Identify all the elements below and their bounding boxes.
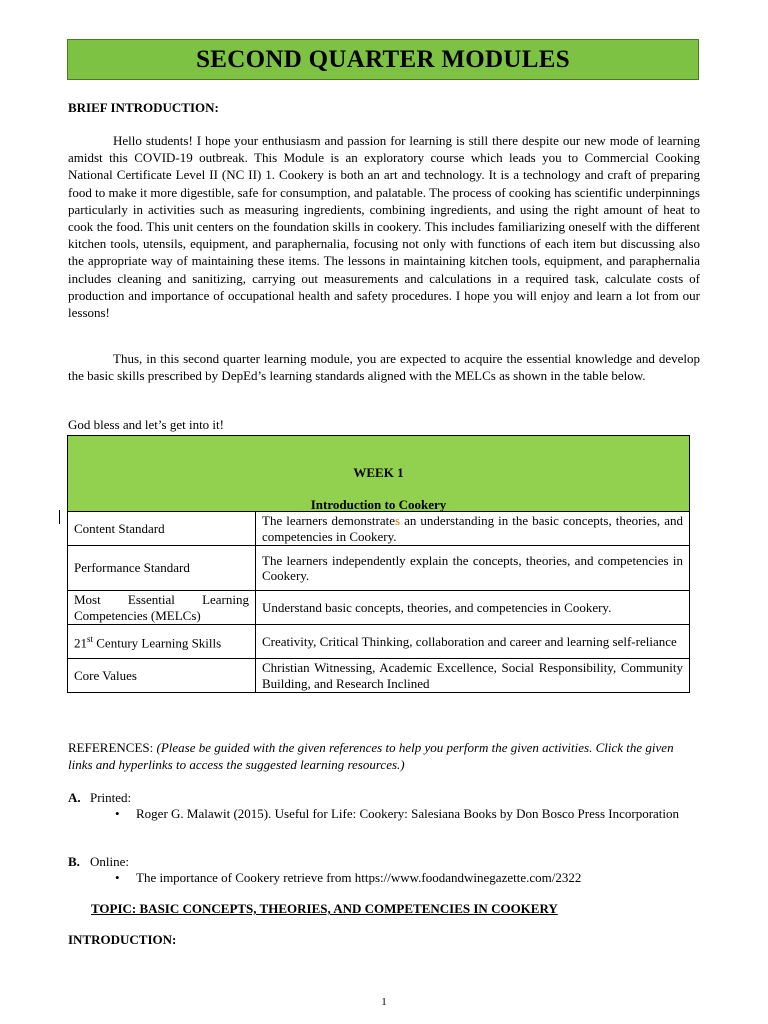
second-paragraph: Thus, in this second quarter learning module, you are expected to acquire the essential knowledge and develop the basic skills prescribed by DepEd’s learning standards aligned with the MELCs as shown in the table below. xyxy=(68,351,700,384)
online-label: Online: xyxy=(90,854,129,869)
row-value: The learners demonstrates an understanding in the basic concepts, theories, and competencies in Cookery. xyxy=(256,512,690,546)
row-label: Core Values xyxy=(68,659,256,693)
highlighted-letter: s xyxy=(395,513,401,528)
week-title: WEEK 1 xyxy=(353,465,404,480)
references-block xyxy=(68,739,688,773)
row-label: 21st Century Learning Skills xyxy=(68,625,256,659)
page-title: SECOND QUARTER MODULES xyxy=(196,45,570,73)
row-value: The learners independently explain the concepts, theories, and competencies in Cookery. xyxy=(256,546,690,591)
references-label: REFERENCES: xyxy=(68,740,154,755)
bullet-icon: • xyxy=(115,806,120,821)
table-row xyxy=(68,546,690,591)
text-cursor xyxy=(59,510,60,524)
printed-reference: Roger G. Malawit (2015). Useful for Life: Cookery: Salesiana Books by Don Bosco Press Incorporation xyxy=(136,806,680,821)
references-note: (Please be guided with the given references to help you perform the given activities. Click the given links and hyperlinks to access the suggested learning resources.) xyxy=(68,740,674,772)
page-number: 1 xyxy=(381,996,387,1008)
online-marker: B. xyxy=(68,854,80,869)
topic-heading: TOPIC: BASIC CONCEPTS, THEORIES, AND COMPETENCIES IN COOKERY xyxy=(91,901,558,916)
week-subtitle: Introduction to Cookery xyxy=(310,497,447,512)
table-row xyxy=(68,591,690,625)
row-value: Christian Witnessing, Academic Excellence, Social Responsibility, Community Building, and Research Inclined xyxy=(256,659,690,693)
title-banner xyxy=(67,39,699,80)
row-value: Creativity, Critical Thinking, collaboration and career and learning self-reliance xyxy=(256,625,690,659)
introduction-heading: INTRODUCTION: xyxy=(68,932,177,947)
row-label: Content Standard xyxy=(68,512,256,546)
online-heading xyxy=(68,854,129,870)
blessing-text: God bless and let’s get into it! xyxy=(68,417,224,432)
brief-introduction-heading: BRIEF INTRODUCTION: xyxy=(68,100,219,115)
melc-table xyxy=(67,435,690,693)
bullet-icon: • xyxy=(115,870,120,885)
printed-label: Printed: xyxy=(90,790,132,805)
printed-marker: A. xyxy=(68,790,81,805)
table-row xyxy=(68,512,690,546)
table-row xyxy=(68,659,690,693)
list-item xyxy=(115,806,700,822)
row-label: Most Essential Learning Competencies (MELCs) xyxy=(68,591,256,625)
row-label: Performance Standard xyxy=(68,546,256,591)
row-value: Understand basic concepts, theories, and competencies in Cookery. xyxy=(256,591,690,625)
intro-paragraph: Hello students! I hope your enthusiasm and passion for learning is still there despite our new mode of learning amidst this COVID-19 outbreak. This Module is an exploratory course which leads you to Commercial Cooking National Certificate Level II (NC II) 1. Cookery is both an art and technology. It is a technology and craft of preparing food to make it more digestible, safe for consumption, and palatable. The process of cooking has scientific underpinnings particularly in activities such as measuring ingredients, combining ingredients, and using the right amount of heat to cook the food. This unit centers on the foundation skills in cookery. This includes familiarizing oneself with the different kitchen tools, utensils, equipment, and paraphernalia, focusing not only with functions of each item but discussing also the appropriate way of maintaining these items. The lessons in maintaining kitchen tools, equipment, and paraphernalia includes cleaning and sanitizing, carrying out measurements and calculations in a required task, calculate costs of production and importance of occupational health and safety procedures. I hope you will enjoy and learn a lot from our lessons! xyxy=(68,133,700,321)
week-header-cell xyxy=(68,436,690,512)
printed-heading xyxy=(68,790,131,806)
list-item xyxy=(115,870,700,886)
table-row xyxy=(68,625,690,659)
online-reference[interactable]: The importance of Cookery retrieve from https://www.foodandwinegazette.com/2322 xyxy=(136,870,582,885)
